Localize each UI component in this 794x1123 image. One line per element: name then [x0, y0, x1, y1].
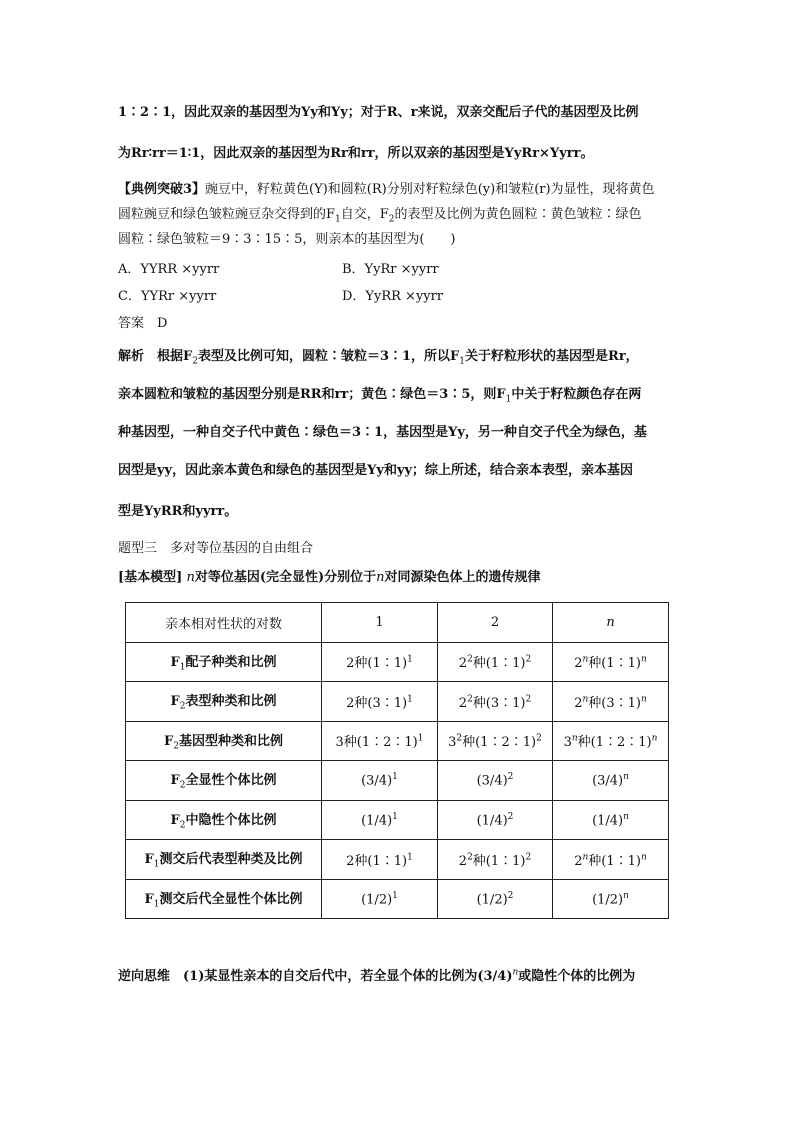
example-tag: 【典例突破3】	[118, 182, 206, 197]
table-cell: 2种(3∶1)$^1$	[322, 682, 438, 722]
analysis-line4: 因型是yy，因此亲本黄色和绿色的基因型是Yy和yy；综上所述，结合亲本表型，亲本基因	[118, 463, 634, 478]
table-cell: $F_2$中隐性个体比例	[126, 800, 322, 840]
table-cell: $(3/4)^2$	[438, 761, 553, 801]
example-line1: 【典例突破3】豌豆中，籽粒黄色(Y)和圆粒(R)分别对籽粒绿色(y)和皱粒(r)为显性，现将黄色	[118, 182, 655, 197]
table-row	[126, 840, 669, 880]
table-cell: $F_2$全显性个体比例	[126, 761, 322, 801]
table-cell: $F_2$表型种类和比例	[126, 682, 322, 722]
option-c: C．YYRr ×yyrr	[118, 289, 217, 304]
analysis-line1: 解析 根据$F_2$表型及比例可知，圆粒∶皱粒＝3∶1，所以$F_1$关于籽粒形状的基因型是Rr，	[118, 349, 639, 367]
table-cell: 3种(1∶2∶1)$^1$	[322, 721, 438, 761]
table-cell: 2$^n$种(1∶1)$^n$	[553, 840, 669, 880]
table-cell: 3$^n$种(1∶2∶1)$^n$	[553, 721, 669, 761]
table-cell: $F_1$测交后代全显性个体比例	[126, 879, 322, 919]
table-row	[126, 642, 669, 682]
table-cell: $F_1$配子种类和比例	[126, 642, 322, 682]
table-cell: $2^2$种(1∶1)$^2$	[438, 642, 553, 682]
option-d: D．YyRR ×yyrr	[342, 289, 444, 304]
table-header-cell: 1	[322, 603, 438, 643]
example-line3: 圆粒∶绿色皱粒＝9∶3∶15∶5，则亲本的基因型为( )	[118, 232, 456, 247]
table-cell: $F_2$基因型种类和比例	[126, 721, 322, 761]
model-title: [基本模型] n对等位基因(完全显性)分别位于n对同源染色体上的遗传规律	[118, 570, 541, 585]
table-row	[126, 682, 669, 722]
table-cell: $(3/4)^n$	[553, 761, 669, 801]
table-cell: $(3/4)^1$	[322, 761, 438, 801]
answer: 答案 D	[118, 316, 168, 331]
table-row	[126, 879, 669, 919]
table-cell: 2种(1∶1)$^1$	[322, 642, 438, 682]
para1-line1: 1∶2∶1，因此双亲的基因型为Yy和Yy；对于R、r来说，双亲交配后子代的基因型及比例	[118, 105, 639, 120]
table-header-row	[126, 603, 669, 643]
table-row	[126, 800, 669, 840]
option-a: A．YYRR ×yyrr	[118, 262, 220, 277]
para1-line2: 为Rr∶rr＝1∶1，因此双亲的基因型为Rr和rr，所以双亲的基因型是YyRr×Yyrr。	[118, 146, 594, 161]
table-cell: 2种(1∶1)$^1$	[322, 840, 438, 880]
table-header-cell: n	[553, 603, 669, 643]
table-cell: 2$^n$种(3∶1)$^n$	[553, 682, 669, 722]
model-table-body	[126, 603, 669, 919]
table-row	[126, 721, 669, 761]
table-cell: $(1/2)^n$	[553, 879, 669, 919]
table-cell: $(1/2)^1$	[322, 879, 438, 919]
table-header-cell: 2	[438, 603, 553, 643]
table-cell: $F_1$测交后代表型种类及比例	[126, 840, 322, 880]
table-cell: $2^2$种(3∶1)$^2$	[438, 682, 553, 722]
table-row	[126, 761, 669, 801]
table-cell: $(1/4)^1$	[322, 800, 438, 840]
table-header-cell: 亲本相对性状的对数	[126, 603, 322, 643]
table-cell: $(1/4)^n$	[553, 800, 669, 840]
analysis-line3: 种基因型，一种自交子代中黄色∶绿色＝3∶1，基因型是Yy，另一种自交子代全为绿色，基	[118, 425, 647, 440]
table-cell: $2^2$种(1∶1)$^2$	[438, 840, 553, 880]
table-cell: 2$^n$种(1∶1)$^n$	[553, 642, 669, 682]
table-cell: $(1/2)^2$	[438, 879, 553, 919]
example-line2: 圆粒豌豆和绿色皱粒豌豆杂交得到的$F_1$自交，$F_2$的表型及比例为黄色圆粒∶黄色皱粒∶绿色	[118, 207, 642, 225]
model-table	[125, 602, 669, 919]
section-title: 题型三 多对等位基因的自由组合	[118, 541, 314, 556]
table-cell: $3^2$种(1∶2∶1)$^2$	[438, 721, 553, 761]
reverse-thinking: 逆向思维 (1)某显性亲本的自交后代中，若全显个体的比例为$(3/4)^n$或隐性个体的比例为	[118, 967, 636, 984]
table-cell: $(1/4)^2$	[438, 800, 553, 840]
analysis-line5: 型是YyRR和yyrr。	[118, 504, 238, 519]
analysis-line2: 亲本圆粒和皱粒的基因型分别是RR和rr；黄色∶绿色＝3∶5，则$F_1$中关于籽粒颜色存在两	[118, 387, 642, 405]
option-b: B．YyRr ×yyrr	[342, 262, 439, 277]
